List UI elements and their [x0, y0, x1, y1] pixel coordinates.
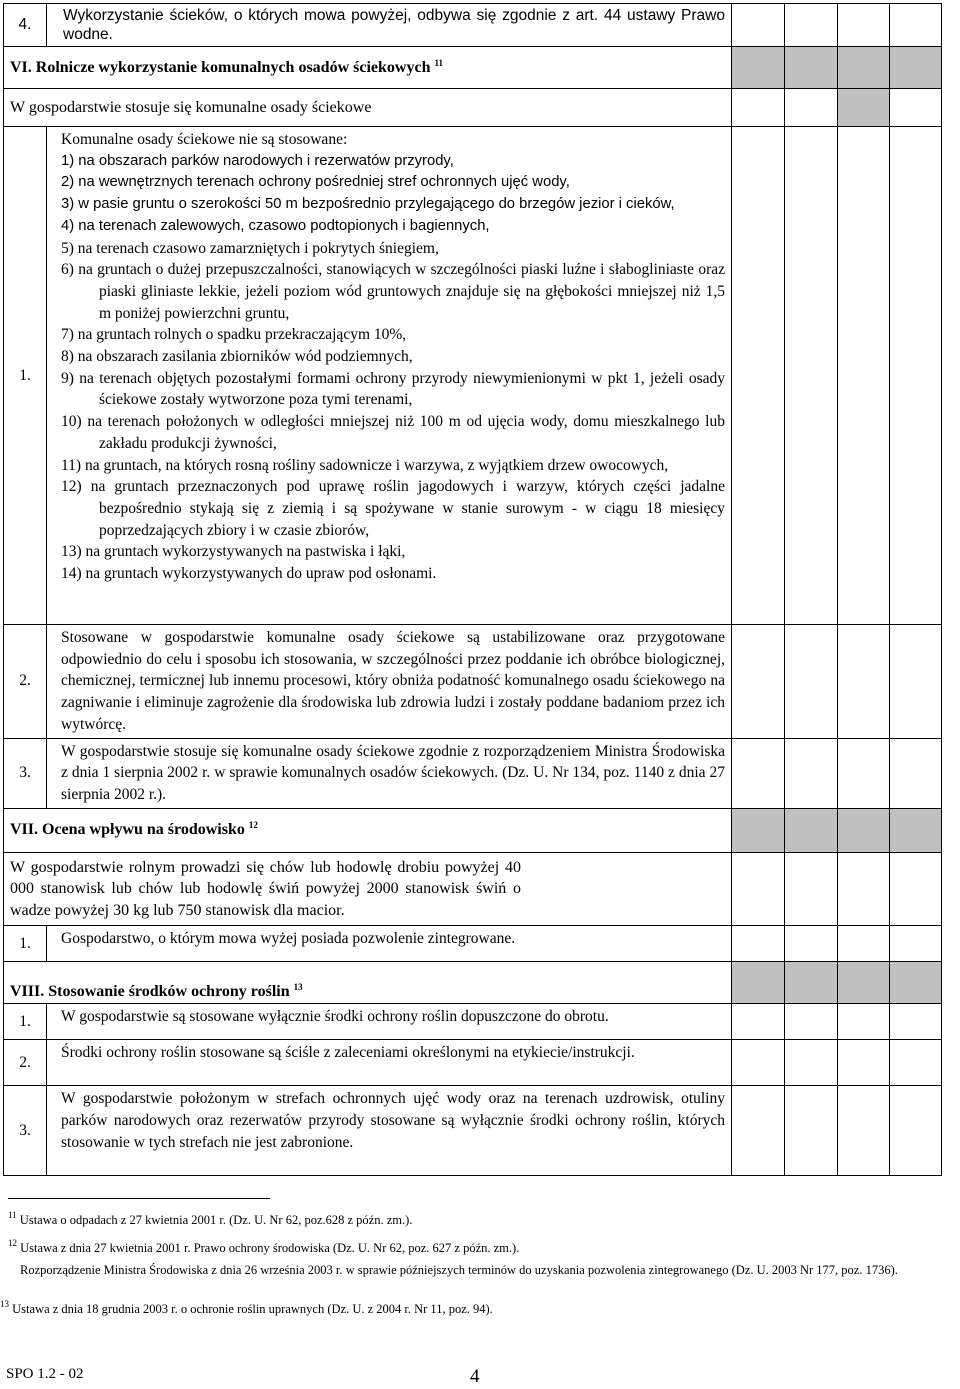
- na-cell[interactable]: [838, 127, 890, 625]
- notes-cell[interactable]: [890, 738, 942, 808]
- question-text: W gospodarstwie stosuje się komunalne osady ściekowe: [4, 89, 732, 127]
- na-cell[interactable]: [838, 1040, 890, 1086]
- yes-cell[interactable]: [732, 738, 785, 808]
- item-number: 2.: [4, 625, 47, 739]
- notes-cell[interactable]: [890, 1040, 942, 1086]
- item-row: [4, 625, 942, 739]
- no-cell[interactable]: [785, 625, 838, 739]
- item-number: 2.: [4, 1040, 47, 1086]
- yes-cell[interactable]: [732, 89, 785, 127]
- yes-cell[interactable]: [732, 1040, 785, 1086]
- na-cell[interactable]: [838, 625, 890, 739]
- item-text: W gospodarstwie są stosowane wyłącznie środki ochrony roślin dopuszczone do obrotu.: [47, 1004, 732, 1040]
- footnote-11: $^{11}$ Ustawa o odpadach z 27 kwietnia 2001 r. (Dz. U. Nr 62, poz.628 z późn. zm.).: [8, 1210, 413, 1227]
- footnote-12-extra: Rozporządzenie Ministra Środowiska z dnia 26 września 2003 r. w sprawie późniejszych terminów do uzyskania pozwolenia zintegrowanego (Dz. U. 2003 Nr 177, poz. 1736).: [20, 1263, 898, 1277]
- document-code: SPO 1.2 - 02: [6, 1366, 84, 1382]
- yes-cell[interactable]: [732, 625, 785, 739]
- item-row: [4, 738, 942, 808]
- section-header-row: [4, 962, 942, 1004]
- na-cell[interactable]: [838, 738, 890, 808]
- question-row: [4, 89, 942, 127]
- na-cell[interactable]: [838, 926, 890, 962]
- yes-cell[interactable]: [732, 926, 785, 962]
- footnote-separator: [8, 1198, 270, 1199]
- yes-cell[interactable]: [732, 1086, 785, 1176]
- notes-cell[interactable]: [890, 1086, 942, 1176]
- notes-cell[interactable]: [890, 89, 942, 127]
- item-row: [4, 926, 942, 962]
- checklist-table: [3, 3, 942, 1176]
- footnote-12: $^{12}$ Ustawa z dnia 27 kwietnia 2001 r. Prawo ochrony środowiska (Dz. U. Nr 62, poz. 627 z późn. zm.).: [8, 1238, 520, 1255]
- item-row: [4, 1004, 942, 1040]
- item-number: 3.: [4, 738, 47, 808]
- item-row: [4, 1040, 942, 1086]
- na-cell[interactable]: [838, 1086, 890, 1176]
- item-number: 1.: [4, 127, 47, 625]
- footnote-13: $^{13}$ Ustawa z dnia 18 grudnia 2003 r. o ochronie roślin uprawnych (Dz. U. z 2004 r. Nr 11, poz. 94).: [0, 1299, 493, 1316]
- item-number: 1.: [4, 1004, 47, 1040]
- item-text: Komunalne osady ściekowe nie są stosowane: 1) na obszarach parków narodowych i rezerwatów przyrody, 2) na wewnętrznych terenach ochrony pośredniej stref ochronnych ujęć wody, 3) w pasie gruntu o szerokości 50 m bezpośrednio przylegającego do brzegów jezior i cieków, 4) na terenach zalewowych, czasowo podtopionych i bagiennych, 5) na terenach czasowo zamarzniętych i pokrytych śniegiem, 6) na gruntach o dużej przepuszczalności, stanowiących w szczególności piaski luźne i słabogliniaste oraz piaski gliniaste lekkie, jeżeli poziom wód gruntowych znajduje się na głębokości mniejszej niż 1,5 m poniżej powierzchni gruntu, 7) na gruntach rolnych o spadku przekraczającym 10%, 8) na obszarach zasilania zbiorników wód podziemnych, 9) na terenach objętych pozostałymi formami ochrony przyrody niewymienionymi w pkt 1, jeżeli osady ściekowe zostały wytworzone poza tymi terenami, 10) na terenach położonych w odległości mniejszej niż 100 m od ujęcia wody, domu mieszkalnego lub zakładu produkcji żywności, 11) na gruntach, na których rosną rośliny sadownicze i warzywa, z wyjątkiem drzew owocowych, 12) na gruntach przeznaczonych pod uprawę roślin jagodowych i warzyw, których części jadalne bezpośrednio stykają się z ziemią i są spożywane w stanie surowym - w ciągu 18 miesięcy poprzedzających zbiory i w czasie zbiorów, 13) na gruntach wykorzystywanych na pastwiska i łąki, 14) na gruntach wykorzystywanych do upraw pod osłonami.: [47, 127, 732, 625]
- question-text: W gospodarstwie rolnym prowadzi się chów lub hodowlę drobiu powyżej 40 000 stanowisk lub chów lub hodowlę świń powyżej 2000 stanowisk świń o wadze powyżej 30 kg lub 750 stanowisk dla macior.: [4, 852, 732, 926]
- item-text: Gospodarstwo, o którym mowa wyżej posiada pozwolenie zintegrowane.: [47, 926, 732, 962]
- yes-cell[interactable]: [732, 1004, 785, 1040]
- no-cell[interactable]: [785, 4, 838, 47]
- no-cell[interactable]: [785, 1040, 838, 1086]
- item-row: [4, 127, 942, 625]
- no-cell[interactable]: [785, 127, 838, 625]
- na-cell[interactable]: [838, 852, 890, 926]
- no-cell[interactable]: [785, 1004, 838, 1040]
- item-text: Stosowane w gospodarstwie komunalne osady ściekowe są ustabilizowane oraz przygotowane odpowiednio do celu i sposobu ich stosowania, w szczególności przez poddanie ich obróbce biologicznej, chemicznej, termicznej lub innemu procesowi, który obniża podatność komunalnego osadu ściekowego na zagniwanie i eliminuje zagrożenie dla środowiska lub zdrowia ludzi i zostały poddane badaniom przez ich wytwórcę.: [47, 625, 732, 739]
- no-cell[interactable]: [785, 852, 838, 926]
- notes-cell[interactable]: [890, 4, 942, 47]
- item-text: W gospodarstwie stosuje się komunalne osady ściekowe zgodnie z rozporządzeniem Ministra Środowiska z dnia 1 sierpnia 2002 r. w sprawie komunalnych osadów ściekowych. (Dz. U. Nr 134, poz. 1140 z dnia 27 sierpnia 2002 r.).: [47, 738, 732, 808]
- item-row: [4, 1086, 942, 1176]
- yes-cell[interactable]: [732, 4, 785, 47]
- item-row: [4, 4, 942, 47]
- notes-cell[interactable]: [890, 926, 942, 962]
- item-number: 3.: [4, 1086, 47, 1176]
- yes-cell[interactable]: [732, 852, 785, 926]
- section-title: VIII. Stosowanie środków ochrony roślin $^{13}$: [4, 962, 732, 1004]
- na-cell[interactable]: [838, 1004, 890, 1040]
- notes-cell[interactable]: [890, 625, 942, 739]
- item-text: W gospodarstwie położonym w strefach ochronnych ujęć wody oraz na terenach uzdrowisk, otuliny parków narodowych oraz rezerwatów przyrody stosowane są wyłącznie środki ochrony roślin, których stosowanie w tych strefach nie jest zabronione.: [47, 1086, 732, 1176]
- no-cell[interactable]: [785, 1086, 838, 1176]
- notes-cell[interactable]: [890, 127, 942, 625]
- item-text: Środki ochrony roślin stosowane są ściśle z zaleceniami określonymi na etykiecie/instrukcji.: [47, 1040, 732, 1086]
- page-number: 4: [470, 1366, 480, 1387]
- no-cell[interactable]: [785, 738, 838, 808]
- item-number: 4.: [4, 4, 47, 47]
- no-cell[interactable]: [785, 926, 838, 962]
- notes-cell[interactable]: [890, 1004, 942, 1040]
- notes-cell[interactable]: [890, 852, 942, 926]
- section-title: VII. Ocena wpływu na środowisko $^{12}$: [4, 808, 732, 852]
- section-header-row: [4, 808, 942, 852]
- yes-cell[interactable]: [732, 127, 785, 625]
- no-cell[interactable]: [785, 89, 838, 127]
- item-number: 1.: [4, 926, 47, 962]
- item-text: Wykorzystanie ścieków, o których mowa powyżej, odbywa się zgodnie z art. 44 ustawy Prawo wodne.: [47, 4, 732, 47]
- section-header-row: [4, 47, 942, 89]
- na-cell[interactable]: [838, 4, 890, 47]
- question-row: [4, 852, 942, 926]
- section-title: VI. Rolnicze wykorzystanie komunalnych osadów ściekowych $^{11}$: [4, 47, 732, 89]
